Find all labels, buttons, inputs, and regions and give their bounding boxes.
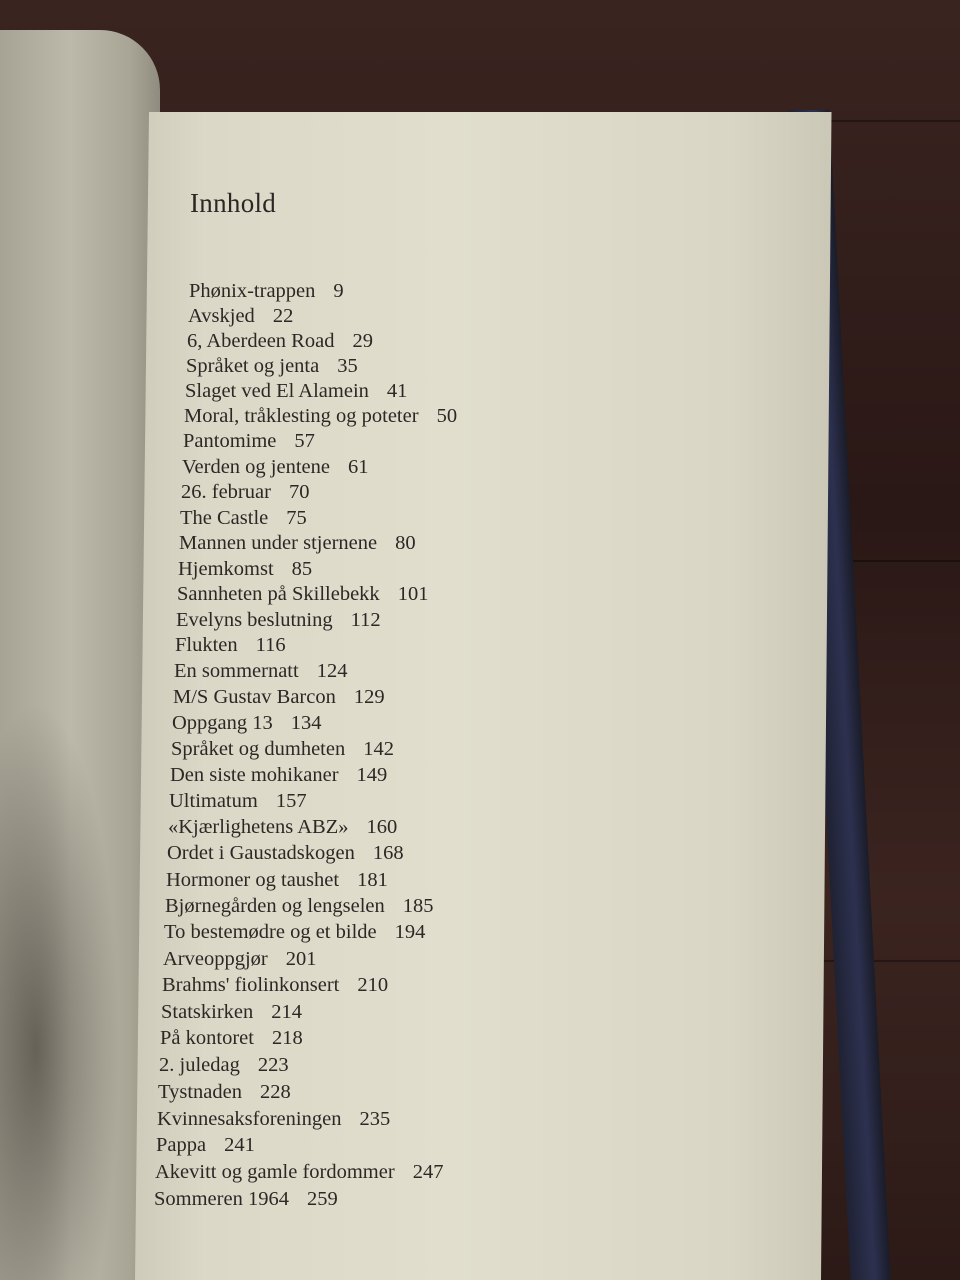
toc-entry-page-number: 116 <box>255 634 286 657</box>
toc-entry-title: Pantomime <box>183 430 277 453</box>
toc-entry-title: En sommernatt <box>174 660 299 683</box>
toc-entry <box>157 1108 390 1131</box>
toc-entry-page-number: 235 <box>359 1107 391 1130</box>
toc-entry <box>172 712 322 735</box>
toc-entry <box>187 330 373 353</box>
toc-entry-page-number: 142 <box>363 737 394 760</box>
toc-entry-page-number: 70 <box>288 481 310 504</box>
toc-entry-title: Den siste mohikaner <box>170 763 339 786</box>
toc-entry <box>181 481 309 504</box>
toc-entry-title: Arveoppgjør <box>163 947 268 970</box>
toc-entry-page-number: 157 <box>275 790 307 812</box>
toc-entry-page-number: 210 <box>357 974 389 997</box>
toc-entry-page-number: 75 <box>286 506 307 529</box>
toc-entry-title: Evelyns beslutning <box>176 608 333 631</box>
toc-entry-title: Bjørnegården og lengselen <box>165 894 385 917</box>
toc-entry-page-number: 57 <box>294 430 315 453</box>
toc-entry-page-number: 160 <box>366 816 398 839</box>
toc-entry <box>158 1081 291 1104</box>
toc-entry <box>163 948 317 971</box>
toc-entry <box>182 456 369 479</box>
toc-entry-page-number: 9 <box>333 280 344 302</box>
toc-entry-page-number: 22 <box>272 304 294 327</box>
toc-entry-title: Hormoner og taushet <box>166 868 340 891</box>
toc-entry-page-number: 247 <box>412 1161 444 1184</box>
toc-entry-title: Flukten <box>175 634 238 657</box>
toc-entry-title: 2. juledag <box>159 1054 240 1076</box>
toc-entry <box>166 869 388 892</box>
toc-entry-page-number: 241 <box>224 1134 255 1157</box>
toc-entry <box>168 816 397 839</box>
toc-entry-title: Moral, tråklesting og poteter <box>184 405 419 428</box>
toc-entry <box>169 790 307 813</box>
toc-entry-page-number: 134 <box>290 711 322 734</box>
toc-entry-title: Hjemkomst <box>178 557 274 580</box>
toc-entry-title: Språket og jenta <box>186 354 320 377</box>
toc-entry-title: To bestemødre og et bilde <box>164 921 377 944</box>
toc-entry <box>177 583 428 606</box>
toc-entry-page-number: 201 <box>285 947 317 970</box>
toc-entry <box>178 558 312 581</box>
toc-entry-page-number: 112 <box>350 608 381 631</box>
toc-entry <box>179 532 416 555</box>
toc-entry-title: Språket og dumheten <box>171 737 346 760</box>
toc-entry-title: Slaget ved El Alamein <box>185 380 369 403</box>
toc-entry-title: Verden og jentene <box>182 455 330 478</box>
toc-entry-title: Kvinnesaksforeningen <box>157 1107 342 1130</box>
toc-entry-title: Oppgang 13 <box>172 711 273 734</box>
toc-entry <box>162 974 388 997</box>
toc-entry <box>156 1134 255 1157</box>
toc-entry-page-number: 214 <box>271 1000 302 1023</box>
toc-entry <box>154 1188 338 1211</box>
toc-entry-title: M/S Gustav Barcon <box>173 686 336 709</box>
toc-entry-page-number: 35 <box>337 354 358 377</box>
toc-entry-title: Avskjed <box>188 304 255 327</box>
toc-entry-title: Phønix-trappen <box>189 280 316 302</box>
toc-entry <box>188 305 293 328</box>
toc-entry <box>161 1001 302 1024</box>
toc-entry-page-number: 50 <box>436 405 458 428</box>
toc-entry <box>184 405 457 428</box>
toc-entry <box>170 764 387 787</box>
toc-entry-title: Statskirken <box>161 1000 254 1023</box>
toc-entry <box>165 895 433 918</box>
toc-entry-title: The Castle <box>180 506 269 529</box>
toc-entry-title: Pappa <box>156 1134 207 1157</box>
toc-entry-title: Sommeren 1964 <box>154 1188 289 1211</box>
toc-entry <box>180 507 307 530</box>
toc-entry-title: Brahms' fiolinkonsert <box>162 974 340 997</box>
toc-entry-title: Ultimatum <box>169 790 258 812</box>
toc-entry <box>167 842 404 865</box>
toc-entry-page-number: 194 <box>394 921 426 944</box>
toc-entry <box>173 686 385 709</box>
toc-entry <box>164 921 425 944</box>
toc-entry-title: Mannen under stjernene <box>179 532 378 554</box>
toc-entry-page-number: 85 <box>291 557 313 580</box>
toc-entry-page-number: 228 <box>259 1080 291 1103</box>
toc-entry <box>174 660 347 683</box>
toc-entry-title: På kontoret <box>160 1027 254 1050</box>
toc-entry <box>185 380 407 403</box>
toc-entry <box>160 1027 303 1050</box>
toc-entry <box>186 355 358 378</box>
toc-entry-title: Tystnaden <box>158 1080 242 1103</box>
toc-entry-page-number: 168 <box>372 842 404 865</box>
toc-entry-title: 6, Aberdeen Road <box>187 329 335 352</box>
toc-entry <box>171 738 394 761</box>
toc-entry-page-number: 223 <box>257 1054 289 1076</box>
toc-entry-title: Ordet i Gaustadskogen <box>167 842 355 865</box>
toc-entry <box>155 1161 443 1184</box>
toc-entry <box>176 609 381 632</box>
toc-entry-page-number: 124 <box>316 660 348 683</box>
toc-entry-page-number: 149 <box>356 763 388 786</box>
page-heading: Innhold <box>190 188 277 218</box>
toc-entry <box>183 430 315 453</box>
toc-entry-title: Akevitt og gamle fordommer <box>155 1161 395 1184</box>
toc-entry <box>159 1054 289 1077</box>
toc-entry-page-number: 101 <box>397 583 429 606</box>
toc-entry-page-number: 129 <box>353 686 385 709</box>
toc-entry-page-number: 41 <box>386 380 408 403</box>
toc-entry-page-number: 259 <box>306 1188 338 1211</box>
toc-entry-page-number: 80 <box>395 532 416 554</box>
toc-entry-page-number: 218 <box>271 1027 303 1050</box>
toc-entry-page-number: 61 <box>348 455 369 478</box>
toc-entry-page-number: 181 <box>357 868 388 891</box>
toc-entry <box>189 280 344 303</box>
toc-entry-page-number: 29 <box>352 329 373 352</box>
toc-entry-page-number: 185 <box>402 894 434 917</box>
toc-entry-title: 26. februar <box>181 481 271 504</box>
toc-entry <box>175 634 286 657</box>
toc-entry-title: Sannheten på Skillebekk <box>177 583 380 606</box>
toc-entry-title: «Kjærlighetens ABZ» <box>168 816 349 839</box>
